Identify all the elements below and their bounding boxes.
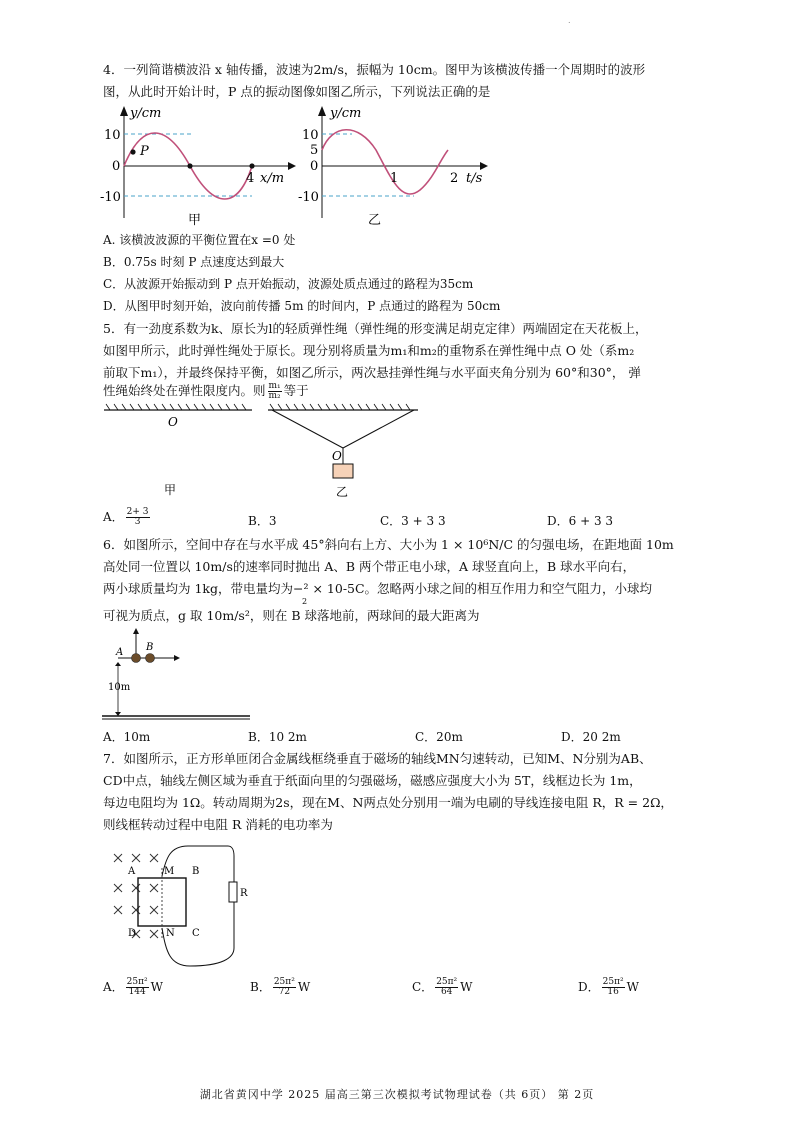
- svg-text:A: A: [128, 866, 136, 877]
- svg-text:4: 4: [246, 171, 255, 186]
- q4-jia-ylabel: y/cm: [130, 106, 162, 121]
- q4-figure-yi: [296, 100, 496, 228]
- q4-point-p: [130, 149, 135, 154]
- q6-option-d: D．20 2m: [561, 730, 621, 744]
- svg-text:0: 0: [112, 159, 121, 174]
- q4-option-d: D．从图甲时刻开始，波向前传播 5m 的时间内，P 点通过的路程为 50cm: [103, 299, 501, 313]
- svg-text:1: 1: [390, 171, 399, 186]
- q6-option-b: B．10 2m: [248, 730, 307, 744]
- q4-option-a: A. 该横波波源的平衡位置在x =0 处: [103, 233, 296, 247]
- q5-line-3: 前取下m₁），并最终保持平衡，如图乙所示，两次悬挂弹性绳与水平面夹角分别为 60°和30°， 弹: [103, 365, 641, 380]
- q7-line-4: 则线框转动过程中电阻 R 消耗的电功率为: [103, 817, 333, 832]
- q7-line-2: CD中点，轴线左侧区域为垂直于纸面向里的匀强磁场，磁感应强度大小为 5T，线框边长为 1m，: [103, 773, 642, 788]
- q6-figure: [100, 628, 260, 724]
- q5-line-2: 如图甲所示，此时弹性绳处于原长。现分别将质量为m₁和m₂的重物系在弹性绳中点 O 处（系m₂: [103, 343, 635, 358]
- q5-figures: [100, 402, 420, 502]
- q5-line-4: 性绳始终处在弹性限度内。则 $\frac{\text{m₁}}{\text{m₂}}$ 等于: [103, 381, 309, 401]
- svg-text:D: D: [128, 928, 137, 939]
- svg-text:P: P: [140, 144, 149, 159]
- svg-text:C: C: [192, 928, 200, 939]
- q4-option-c: C．从波源开始振动到 P 点开始振动，波源处质点通过的路程为35cm: [103, 277, 474, 291]
- svg-text:M: M: [164, 866, 175, 877]
- q5-line-1: 5．有一劲度系数为k、原长为l的轻质弹性绳（弹性绳的形变满足胡克定律）两端固定在天花板上，: [103, 321, 648, 336]
- q4-yi-ylabel: y/cm: [330, 106, 362, 121]
- svg-text:2: 2: [450, 171, 459, 186]
- svg-text:10: 10: [104, 128, 121, 143]
- q4-yi-caption: 乙: [368, 213, 382, 228]
- q4-jia-caption: 甲: [188, 213, 202, 228]
- q7-option-c: C． $\frac{\text{25π²}}{64}$ W: [412, 977, 473, 997]
- svg-text:N: N: [166, 928, 175, 939]
- q5-option-d: D．6 + 3 3: [547, 514, 614, 528]
- svg-text:0: 0: [310, 159, 319, 174]
- svg-text:A: A: [116, 647, 124, 658]
- q4-option-b: B．0.75s 时刻 P 点速度达到最大: [103, 255, 285, 269]
- q7-line-1: 7．如图所示，正方形单匝闭合金属线框绕垂直于磁场的轴线MN匀速转动，已知M、N分别为AB、: [103, 751, 652, 766]
- svg-text:O: O: [332, 449, 342, 463]
- svg-text:t/s: t/s: [466, 171, 483, 186]
- svg-text:B: B: [146, 642, 154, 653]
- q4-figure-jia: [100, 100, 300, 228]
- svg-text:R: R: [240, 888, 248, 899]
- q6-line-2: 高处同一位置以 10m/s的速率同时抛出 A、B 两个带正电小球，A 球竖直向上，B 球水平向右，: [103, 559, 636, 574]
- q5-jia-caption: 甲: [164, 483, 177, 497]
- q5-yi-caption: 乙: [336, 485, 349, 499]
- q5-option-a: A． $\frac{2+ 3}{3}$: [103, 507, 149, 527]
- q6-line-1: 6．如图所示，空间中存在与水平成 45°斜向右上方、大小为 1 × 10⁶N/C 的匀强电场，在距地面 10m: [103, 537, 674, 552]
- q6-option-a: A．10m: [103, 730, 151, 744]
- q4-line-2: 图，从此时开始计时，P 点的振动图像如图乙所示，下列说法正确的是: [103, 84, 491, 99]
- q5-option-c: C．3 + 3 3: [380, 514, 446, 528]
- svg-text:10: 10: [302, 128, 319, 143]
- q6-subscript-2: 2: [302, 597, 308, 606]
- svg-text:-10: -10: [100, 190, 121, 205]
- q7-option-b: B． $\frac{\text{25π²}}{72}$ W: [250, 977, 311, 997]
- q6-line-4: 可视为质点，g 取 10m/s²，则在 B 球落地前，两球间的最大距离为: [103, 608, 480, 623]
- q5-option-b: B．3: [248, 514, 277, 528]
- q6-line-3: 两小球质量均为 1kg，带电量均为−² × 10-5C。忽略两小球之间的相互作用力和空气阻力，小球均: [103, 581, 653, 596]
- q7-line-3: 每边电阻均为 1Ω。转动周期为2s，现在M、N两点处分别用一端为电刷的导线连接电阻 R，R = 2Ω，: [103, 795, 673, 810]
- svg-text:-10: -10: [298, 190, 319, 205]
- q6-option-c: C．20m: [415, 730, 463, 744]
- q4-line-1: 4．一列简谐横波沿 x 轴传播，波速为2m/s，振幅为 10cm。图甲为该横波传播一个周期时的波形: [103, 62, 646, 77]
- q7-option-d: D． $\frac{\text{25π²}}{16}$ W: [578, 977, 639, 997]
- q7-figure: [110, 840, 250, 972]
- svg-text:B: B: [192, 866, 200, 877]
- svg-text:5: 5: [310, 143, 319, 158]
- q7-option-a: A． $\frac{\text{25π²}}{144}$ W: [103, 977, 163, 997]
- svg-text:10m: 10m: [108, 682, 131, 693]
- page-footer: 湖北省黄冈中学 2025 届高三第三次模拟考试物理试卷（共 6页） 第 2页: [199, 1088, 595, 1101]
- corner-mark: .: [568, 16, 571, 25]
- svg-text:x/m: x/m: [260, 171, 285, 186]
- svg-text:O: O: [168, 415, 178, 429]
